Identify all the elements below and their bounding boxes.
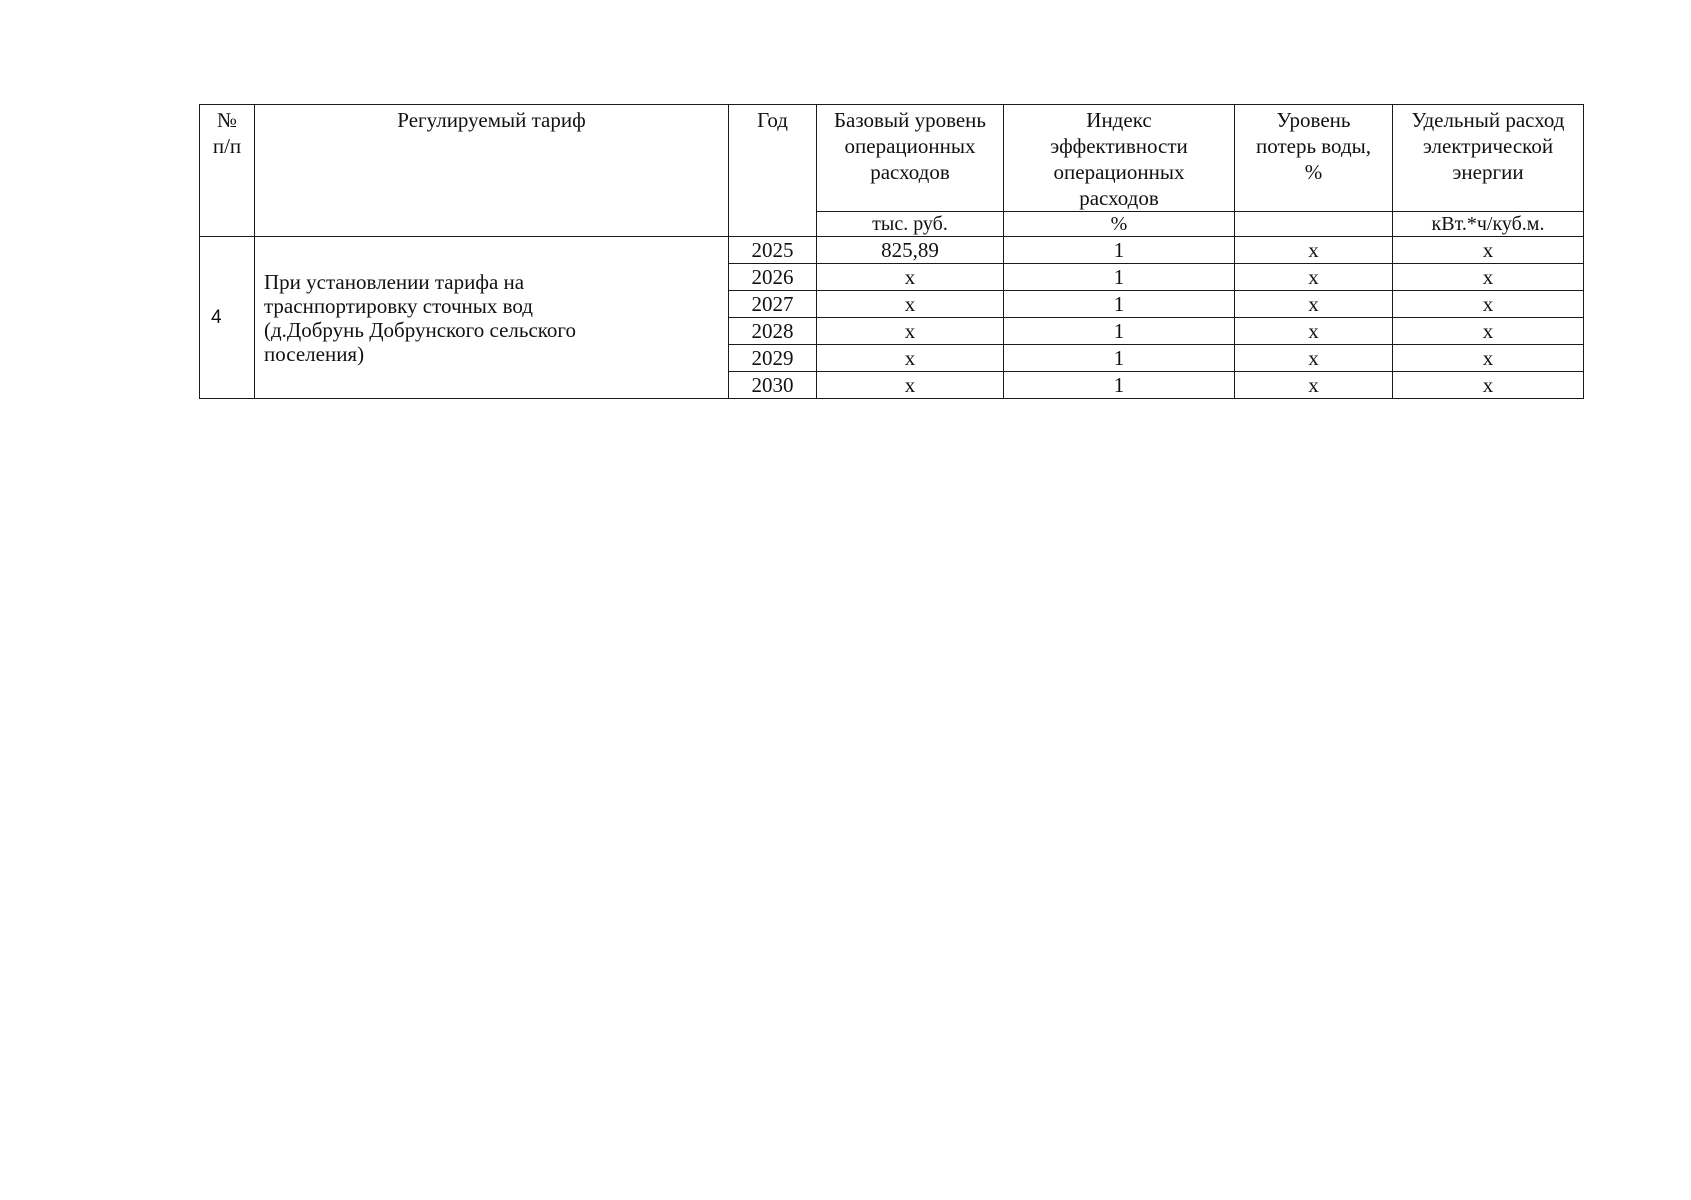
efficiency-index-cell: 1	[1004, 318, 1235, 345]
tariff-line: При установлении тарифа на	[264, 269, 525, 294]
year-cell: 2028	[729, 318, 817, 345]
header-row	[200, 105, 1584, 212]
water-loss-cell: х	[1235, 237, 1393, 264]
efficiency-index-cell: 1	[1004, 264, 1235, 291]
base-level-cell: х	[817, 318, 1004, 345]
year-cell: 2026	[729, 264, 817, 291]
base-level-cell: х	[817, 291, 1004, 318]
header-tariff: Регулируемый тариф	[255, 105, 729, 237]
tariff-line: (д.Добрунь Добрунского сельского	[264, 317, 576, 342]
row-number: 4	[200, 237, 255, 399]
unit-base-level: тыс. руб.	[817, 212, 1004, 237]
efficiency-index-cell: 1	[1004, 291, 1235, 318]
electricity-cell: х	[1393, 372, 1584, 399]
water-loss-cell: х	[1235, 318, 1393, 345]
unit-efficiency-index: %	[1004, 212, 1235, 237]
efficiency-index-cell: 1	[1004, 372, 1235, 399]
electricity-cell: х	[1393, 345, 1584, 372]
water-loss-cell: х	[1235, 291, 1393, 318]
tariff-description	[255, 237, 729, 399]
tariff-line: траснпортировку сточных вод	[264, 293, 533, 318]
efficiency-index-cell: 1	[1004, 345, 1235, 372]
base-level-cell: х	[817, 264, 1004, 291]
electricity-cell: х	[1393, 264, 1584, 291]
electricity-cell: х	[1393, 318, 1584, 345]
water-loss-cell: х	[1235, 372, 1393, 399]
unit-electricity: кВт.*ч/куб.м.	[1393, 212, 1584, 237]
water-loss-cell: х	[1235, 264, 1393, 291]
tariff-table	[199, 104, 1584, 399]
unit-water-loss	[1235, 212, 1393, 237]
base-level-cell: 825,89	[817, 237, 1004, 264]
base-level-cell: х	[817, 372, 1004, 399]
year-cell: 2030	[729, 372, 817, 399]
electricity-cell: х	[1393, 237, 1584, 264]
header-electricity: Удельный расход электрической энергии	[1393, 105, 1584, 212]
year-cell: 2025	[729, 237, 817, 264]
year-cell: 2029	[729, 345, 817, 372]
header-water-loss: Уровень потерь воды, %	[1235, 105, 1393, 212]
water-loss-cell: х	[1235, 345, 1393, 372]
header-base-level: Базовый уровень операционных расходов	[817, 105, 1004, 212]
header-efficiency-index: Индекс эффективности операционных расходов	[1004, 105, 1235, 212]
header-year: Год	[729, 105, 817, 237]
base-level-cell: х	[817, 345, 1004, 372]
table-row	[200, 237, 1584, 264]
efficiency-index-cell: 1	[1004, 237, 1235, 264]
electricity-cell: х	[1393, 291, 1584, 318]
tariff-line: поселения)	[264, 341, 365, 366]
header-num: № п/п	[200, 105, 255, 237]
year-cell: 2027	[729, 291, 817, 318]
